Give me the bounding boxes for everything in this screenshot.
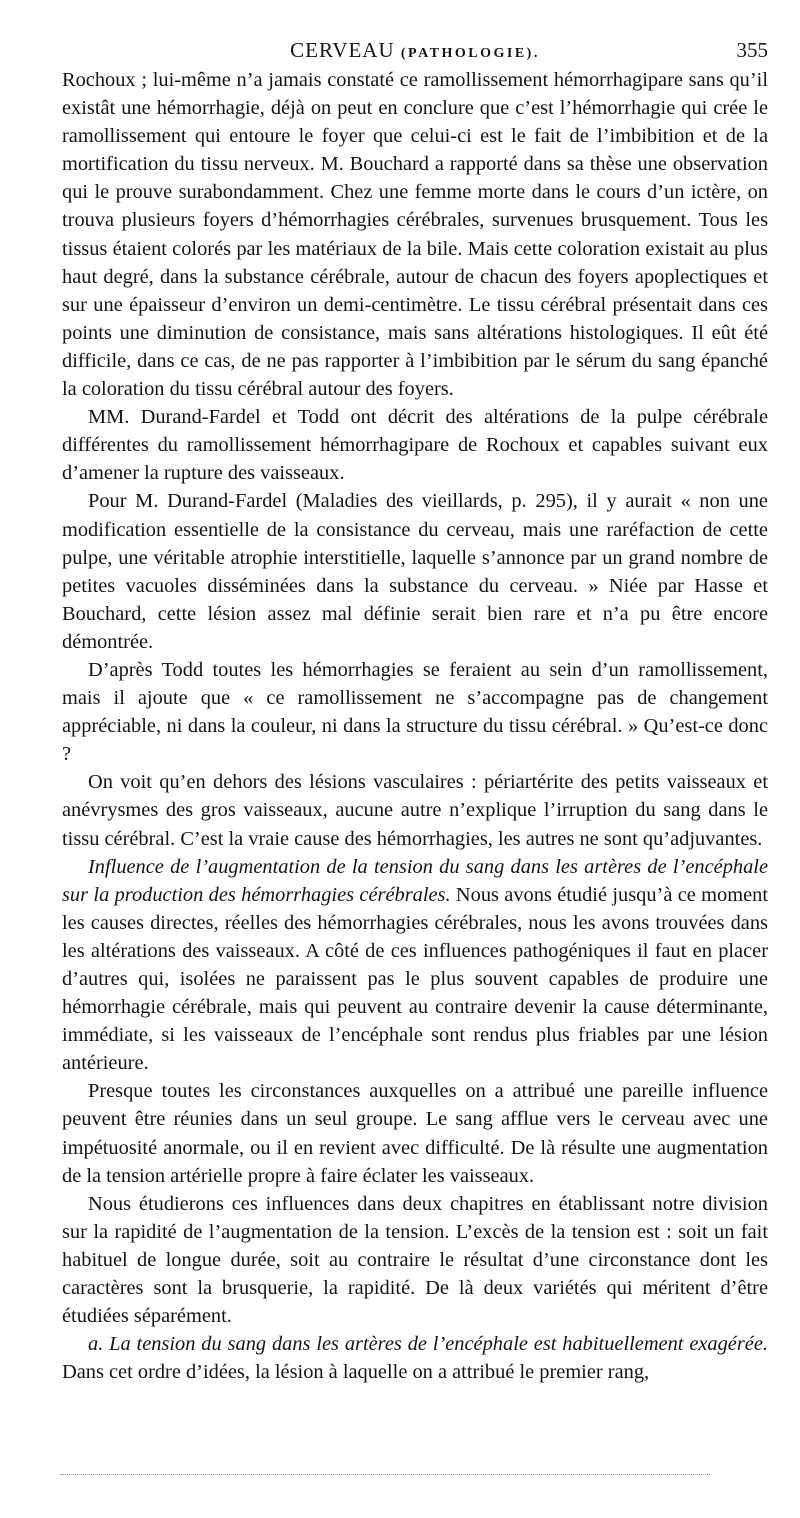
running-title-subtitle: (PATHOLOGIE). [400, 46, 540, 61]
paragraph-text: D’après Todd toutes les hémorrhagies se feraient au sein d’un ramollissement, mais il ajoute que « ce ramollissement ne s’accompagne pas de changement appréciable, ni dans la couleur, ni dans la structure du tissu cérébral. » Qu’est-ce donc ? [62, 658, 768, 766]
paragraph-6 [62, 853, 768, 1078]
paragraph-4 [62, 656, 768, 768]
section-heading-a: a. La tension du sang dans les artères de l’encéphale est habituellement exagérée. [88, 1333, 768, 1356]
paragraph-8 [62, 1190, 768, 1330]
paragraph-1 [62, 66, 768, 403]
paragraph-9 [62, 1330, 768, 1386]
paragraph-2 [62, 403, 768, 487]
running-header [62, 38, 768, 66]
body-text [62, 66, 768, 1386]
paragraph-7 [62, 1077, 768, 1189]
paragraph-text: Pour M. Durand-Fardel (Maladies des vieillards, p. 295), il y aurait « non une modification essentielle de la consistance du cerveau, mais une raréfaction de cette pulpe, une véritable atrophie interstitielle, laquelle s’annonce par un grand nombre de petites vacuoles disséminées dans la substance du cerveau. » Niée par Hasse et Bouchard, cette lésion assez mal définie serait bien rare et n’a pu être encore démontrée. [62, 490, 768, 653]
paragraph-5 [62, 768, 768, 852]
paragraph-text: On voit qu’en dehors des lésions vasculaires : périartérite des petits vaisseaux et anévrysmes des gros vaisseaux, aucune autre n’explique l’irruption du sang dans le tissu cérébral. C’est la vraie cause des hémorrhagies, les autres ne sont qu’adjuvantes. [62, 771, 768, 850]
paragraph-text: MM. Durand-Fardel et Todd ont décrit des altérations de la pulpe cérébrale différentes du ramollissement hémorrhagipare de Rochoux et capables suivant eux d’amener la rupture des vaisseaux. [62, 406, 768, 485]
paragraph-3 [62, 487, 768, 656]
running-title-main: CERVEAU [290, 38, 395, 62]
paragraph-text: Dans cet ordre d’idées, la lésion à laquelle on a attribué le premier rang, [62, 1361, 650, 1384]
running-title [62, 38, 768, 63]
paragraph-text: Presque toutes les circonstances auxquelles on a attribué une pareille influence peuvent être réunies dans un seul groupe. Le sang afflue vers le cerveau avec une impétuosité anormale, ou il en revient avec difficulté. De là résulte une augmentation de la tension artérielle propre à faire éclater les vaisseaux. [62, 1080, 768, 1187]
section-heading-influence: Influence de l’augmentation de la tension du sang dans les artères de l’encéphale sur la production des hémorrhagies cérébrales. [62, 855, 768, 906]
page-number: 355 [736, 38, 768, 62]
paragraph-text: Nous avons étudié jusqu’à ce moment les causes directes, réelles des hémorrhagies cérébrales, nous les avons trouvées dans les altérations des vaisseaux. A côté de ces influences pathogéniques il faut en placer d’autres qui, isolées ne paraissent pas le plus souvent capables de produire une hémorrhagie cérébrale, mais qui peuvent au contraire devenir la cause déterminante, immédiate, si les vaisseaux de l’encéphale sont rendus plus friables par une lésion antérieure. [62, 883, 768, 1075]
paragraph-text: Rochoux ; lui-même n’a jamais constaté ce ramollissement hémorrhagipare sans qu’il existât une hémorrhagie, déjà on peut en conclure que c’est l’hémorrhagie qui crée le ramollissement qui entoure le foyer que celui-ci est le fait de l’imbibition et de la mortification du tissu nerveux. M. Bouchard a rapporté dans sa thèse une observation qui le prouve surabondamment. Chez une femme morte dans le cours d’un ictère, on trouva plusieurs foyers d’hémorrhagies cérébrales, survenues brusquement. Tous les tissus étaient colorés par les matériaux de la bile. Mais cette coloration existait au plus haut degré, dans la substance cérébrale, autour de chacun des foyers apoplectiques et sur une épaisseur d’environ un demi-centimètre. Le tissu cérébral présentait dans ces points une diminution de consistance, mais sans altérations histologiques. Il eût été difficile, dans ce cas, de ne pas rapporter à l’imbibition par le sérum du sang épanché la coloration du tissu cérébral autour des foyers. [62, 69, 768, 401]
bottom-rule-divider [60, 1474, 710, 1475]
paragraph-text: Nous étudierons ces influences dans deux chapitres en établissant notre division sur la rapidité de l’augmentation de la tension. L’excès de la tension est : soit un fait habituel de longue durée, soit au contraire le résultat d’une circonstance dont les caractères sont la brusquerie, la rapidité. De là deux variétés qui méritent d’être étudiées séparément. [62, 1192, 768, 1328]
